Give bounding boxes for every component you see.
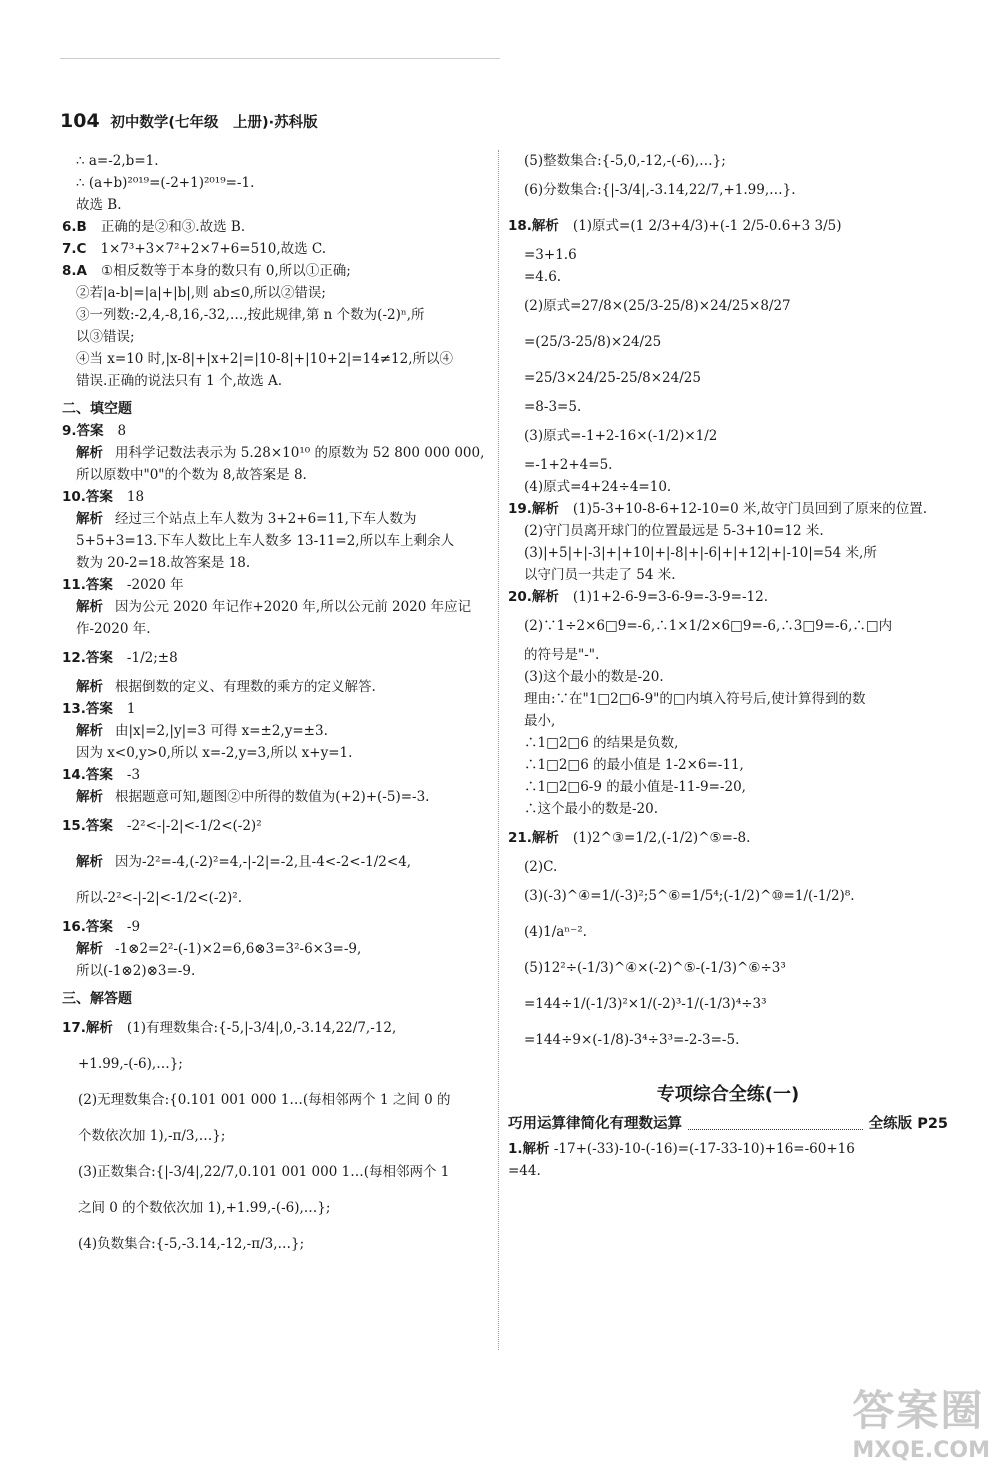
line-text: (2)∵1÷2×6□9=-6,∴1×1/2×6□9=-6,∴3□9=-6,∴□内	[524, 618, 893, 634]
line-text: 因为-2²=-4,(-2)²=4,-|-2|=-2,且-4<-2<-1/2<4,	[115, 854, 412, 870]
analysis-label: 解析	[76, 854, 103, 870]
line-text: (2)无理数集合:{0.101 001 000 1…(每相邻两个 1 之间 0 的	[78, 1092, 451, 1108]
line-text: 所以(-1⊗2)⊗3=-9.	[76, 963, 196, 979]
line-text: 所以-2²<-|-2|<-1/2<(-2)².	[76, 890, 242, 906]
answer-line	[508, 542, 948, 564]
answer-line	[62, 960, 492, 982]
line-text: =25/3×24/25-25/8×24/25	[524, 370, 701, 386]
answer-line	[62, 1118, 492, 1154]
answer-line	[508, 266, 948, 288]
answer-line	[508, 324, 948, 360]
page-reference: 全练版 P25	[868, 1116, 948, 1132]
line-text: -1/2;±8	[126, 650, 178, 666]
line-text: 作-2020 年.	[76, 621, 151, 637]
line-text: (4)原式=4+24÷4=10.	[524, 479, 672, 495]
line-text: 以③错误;	[76, 329, 135, 345]
answer-line	[508, 688, 948, 710]
line-text: 以守门员一共走了 54 米.	[524, 567, 676, 583]
line-text: (1)5-3+10-8-6+12-10=0 米,故守门员回到了原来的位置.	[572, 501, 928, 517]
answer-line	[62, 786, 492, 808]
analysis-label: 解析	[76, 445, 103, 461]
answer-line	[62, 1010, 492, 1046]
special-q1	[508, 1138, 948, 1160]
line-text: =3+1.6	[524, 247, 577, 263]
line-text: (4)1/aⁿ⁻².	[524, 924, 587, 940]
line-text: ∴1□2□6 的最小值是 1-2×6=-11,	[524, 757, 744, 773]
special-q1-line1: -17+(-33)-10-(-16)=(-17-33-10)+16=-60+16	[553, 1141, 855, 1157]
answer-line	[62, 282, 492, 304]
line-text: -2020 年	[126, 577, 184, 593]
line-text: ①相反数等于本身的数只有 0,所以①正确;	[100, 263, 351, 279]
line-text: ③一列数:-2,4,-8,16,-32,…,按此规律,第 n 个数为(-2)ⁿ,所	[76, 307, 425, 323]
line-text: 因为公元 2020 年记作+2020 年,所以公元前 2020 年应记	[115, 599, 472, 615]
answer-line	[62, 698, 492, 720]
question-label: 1.解析	[508, 1141, 550, 1157]
line-text: ∴ (a+b)²⁰¹⁹=(-2+1)²⁰¹⁹=-1.	[76, 175, 255, 191]
leader-dots	[688, 1110, 863, 1130]
answer-line	[508, 172, 948, 208]
answer-line	[508, 666, 948, 688]
question-label: 7.C	[62, 241, 87, 257]
answer-line	[62, 1154, 492, 1190]
answer-line	[62, 172, 492, 194]
special-subtitle: 巧用运算律简化有理数运算	[508, 1116, 682, 1132]
answer-line	[62, 326, 492, 348]
answer-line	[508, 798, 948, 820]
analysis-label: 解析	[76, 511, 103, 527]
question-label: 8.A	[62, 263, 87, 279]
answer-line	[508, 776, 948, 798]
line-text: (6)分数集合:{|-3/4|,-3.14,22/7,+1.99,…}.	[524, 182, 796, 198]
column-divider	[498, 150, 499, 1350]
line-text: 的符号是"-".	[524, 647, 600, 663]
answer-line	[508, 586, 948, 608]
line-text: 用科学记数法表示为 5.28×10¹⁰ 的原数为 52 800 000 000,	[115, 445, 485, 461]
line-text: (1)2^③=1/2,(-1/2)^⑤=-8.	[572, 830, 751, 846]
question-label: 13.答案	[62, 701, 113, 717]
answer-line	[62, 1046, 492, 1082]
answer-line	[508, 360, 948, 396]
question-label: 21.解析	[508, 830, 559, 846]
line-text: =4.6.	[524, 269, 562, 285]
line-text: 故选 B.	[76, 197, 122, 213]
line-text: 5+5+3=13.下车人数比上车人数多 13-11=2,所以车上剩余人	[76, 533, 455, 549]
answer-line	[508, 878, 948, 914]
answer-line	[508, 476, 948, 498]
answer-line	[508, 454, 948, 476]
line-text: (3)正数集合:{|-3/4|,22/7,0.101 001 000 1…(每相邻两个 1	[78, 1164, 450, 1180]
answer-line	[62, 808, 492, 844]
answer-line	[62, 150, 492, 172]
line-text: ②若|a-b|=|a|+|b|,则 ab≤0,所以②错误;	[76, 285, 326, 301]
answer-line	[62, 486, 492, 508]
analysis-label: 解析	[76, 723, 103, 739]
left-column	[62, 150, 492, 1262]
top-rule	[60, 58, 500, 59]
line-text: -1⊗2=2²-(-1)×2=6,6⊗3=3²-6×3=-9,	[115, 941, 362, 957]
question-label: 17.解析	[62, 1020, 113, 1036]
question-label: 18.解析	[508, 218, 559, 234]
question-label: 9.答案	[62, 423, 104, 439]
answer-line	[62, 720, 492, 742]
analysis-label: 解析	[76, 789, 103, 805]
analysis-label: 解析	[76, 679, 103, 695]
line-text: (1)原式=(1 2/3+4/3)+(-1 2/5-0.6+3 3/5)	[572, 218, 842, 234]
line-text: 18	[126, 489, 145, 505]
answer-line	[62, 596, 492, 618]
line-text: (3)(-3)^④=1/(-3)²;5^⑥=1/5⁴;(-1/2)^⑩=1/(-1/2)⁸.	[524, 888, 855, 904]
answer-line	[62, 916, 492, 938]
answer-line	[508, 150, 948, 172]
answer-line	[62, 574, 492, 596]
answer-line	[62, 552, 492, 574]
answer-line	[62, 304, 492, 326]
line-text: +1.99,-(-6),…};	[78, 1056, 183, 1072]
answer-line	[62, 742, 492, 764]
line-text: 数为 20-2=18.故答案是 18.	[76, 555, 251, 571]
line-text: 由|x|=2,|y|=3 可得 x=±2,y=±3.	[115, 723, 328, 739]
line-text: 个数依次加 1),-π/3,…};	[78, 1128, 226, 1144]
line-text: (2)原式=27/8×(25/3-25/8)×24/25×8/27	[524, 298, 791, 314]
book-title: 初中数学(七年级 上册)·苏科版	[110, 115, 318, 131]
line-text: =144÷9×(-1/8)-3⁴÷3³=-2-3=-5.	[524, 1032, 740, 1048]
line-text: (1)1+2-6-9=3-6-9=-3-9=-12.	[572, 589, 768, 605]
line-text: =-1+2+4=5.	[524, 457, 613, 473]
answer-line	[62, 216, 492, 238]
line-text: 所以原数中"0"的个数为 8,故答案是 8.	[76, 467, 307, 483]
line-text: 1×7³+3×7²+2×7+6=510,故选 C.	[100, 241, 327, 257]
answer-line	[508, 820, 948, 856]
line-text: (5)整数集合:{-5,0,-12,-(-6),…};	[524, 153, 726, 169]
answer-line	[62, 370, 492, 392]
line-text: 根据题意可知,题图②中所得的数值为(+2)+(-5)=-3.	[115, 789, 430, 805]
answer-line	[508, 710, 948, 732]
answer-line	[508, 608, 948, 644]
line-text: -3	[126, 767, 141, 783]
answer-line	[62, 1226, 492, 1262]
line-text: 错误.正确的说法只有 1 个,故选 A.	[76, 373, 283, 389]
answer-line	[508, 986, 948, 1022]
question-label: 12.答案	[62, 650, 113, 666]
answer-line	[508, 396, 948, 418]
answer-line	[508, 914, 948, 950]
line-text: 理由:∵在"1□2□6-9"的□内填入符号后,使计算得到的数	[524, 691, 866, 707]
line-text: ∴这个最小的数是-20.	[524, 801, 659, 817]
answer-line	[508, 498, 948, 520]
answer-line	[62, 1082, 492, 1118]
line-text: (3)|+5|+|-3|+|+10|+|-8|+|-6|+|+12|+|-10|=54 米,所	[524, 545, 877, 561]
line-text: =144÷1/(-1/3)²×1/(-2)³-1/(-1/3)⁴÷3³	[524, 996, 767, 1012]
line-text: =8-3=5.	[524, 399, 582, 415]
page-number: 104	[60, 110, 100, 132]
line-text: (3)原式=-1+2-16×(-1/2)×1/2	[524, 428, 718, 444]
watermark	[852, 1378, 990, 1463]
line-text: -2²<-|-2|<-1/2<(-2)²	[126, 818, 262, 834]
right-answers	[508, 150, 948, 1058]
answer-line	[508, 732, 948, 754]
line-text: (2)C.	[524, 859, 558, 875]
answer-line	[508, 208, 948, 244]
analysis-label: 解析	[76, 941, 103, 957]
line-text: (3)这个最小的数是-20.	[524, 669, 664, 685]
answer-line	[62, 618, 492, 640]
analysis-label: 解析	[76, 599, 103, 615]
special-q1-line2: =44.	[508, 1163, 541, 1179]
question-label: 15.答案	[62, 818, 113, 834]
line-text: 正确的是②和③.故选 B.	[100, 219, 246, 235]
line-text: (2)守门员离开球门的位置最远是 5-3+10=12 米.	[524, 523, 824, 539]
line-text: (1)有理数集合:{-5,|-3/4|,0,-3.14,22/7,-12,	[126, 1020, 397, 1036]
line-text: 之间 0 的个数依次加 1),+1.99,-(-6),…};	[78, 1200, 331, 1216]
line-text: 根据倒数的定义、有理数的乘方的定义解答.	[115, 679, 376, 695]
answer-line	[62, 420, 492, 442]
answer-line	[62, 764, 492, 786]
answer-line	[508, 564, 948, 586]
answer-line	[62, 260, 492, 282]
question-label: 6.B	[62, 219, 87, 235]
answer-line	[62, 676, 492, 698]
question-label: 19.解析	[508, 501, 559, 517]
answer-line	[62, 348, 492, 370]
answer-line	[508, 418, 948, 454]
answer-line	[508, 950, 948, 986]
answer-line	[62, 238, 492, 260]
line-text: ∴1□2□6-9 的最小值是-11-9=-20,	[524, 779, 746, 795]
answer-line	[508, 856, 948, 878]
answer-line	[62, 464, 492, 486]
page-header	[60, 110, 318, 132]
answer-line	[508, 1022, 948, 1058]
answer-line	[508, 288, 948, 324]
line-text: =(25/3-25/8)×24/25	[524, 334, 662, 350]
answer-line	[508, 754, 948, 776]
line-text: (5)12²÷(-1/3)^④×(-2)^⑤-(-1/3)^⑥÷3³	[524, 960, 786, 976]
line-text: 1	[126, 701, 136, 717]
line-text: ∴ a=-2,b=1.	[76, 153, 159, 169]
section-heading: 二、填空题	[62, 401, 132, 417]
special-section-title: 专项综合全练(一)	[656, 1084, 800, 1105]
line-text: ④当 x=10 时,|x-8|+|x+2|=|10-8|+|10+2|=14≠12,所以④	[76, 351, 454, 367]
answer-line	[62, 530, 492, 552]
answer-line	[508, 244, 948, 266]
line-text: (4)负数集合:{-5,-3.14,-12,-π/3,…};	[78, 1236, 305, 1252]
right-column	[508, 150, 948, 1182]
answer-line	[62, 880, 492, 916]
question-label: 11.答案	[62, 577, 113, 593]
line-text: 因为 x<0,y>0,所以 x=-2,y=3,所以 x+y=1.	[76, 745, 353, 761]
question-label: 14.答案	[62, 767, 113, 783]
answer-line	[62, 938, 492, 960]
answer-line	[62, 844, 492, 880]
watermark-logo-text: 答案圈	[852, 1386, 985, 1435]
watermark-url: MXQE.COM	[852, 1438, 990, 1463]
answer-line	[62, 1190, 492, 1226]
answer-line	[62, 194, 492, 216]
answer-line	[62, 442, 492, 464]
line-text: ∴1□2□6 的结果是负数,	[524, 735, 679, 751]
question-label: 10.答案	[62, 489, 113, 505]
special-subtitle-row	[508, 1110, 948, 1138]
line-text: -9	[126, 919, 141, 935]
answer-line	[508, 520, 948, 542]
answer-line	[508, 644, 948, 666]
question-label: 16.答案	[62, 919, 113, 935]
line-text: 8	[117, 423, 127, 439]
question-label: 20.解析	[508, 589, 559, 605]
answer-line	[62, 640, 492, 676]
line-text: 经过三个站点上车人数为 3+2+6=11,下车人数为	[115, 511, 417, 527]
line-text: 最小,	[524, 713, 556, 729]
section-heading: 三、解答题	[62, 991, 132, 1007]
answer-line	[62, 508, 492, 530]
